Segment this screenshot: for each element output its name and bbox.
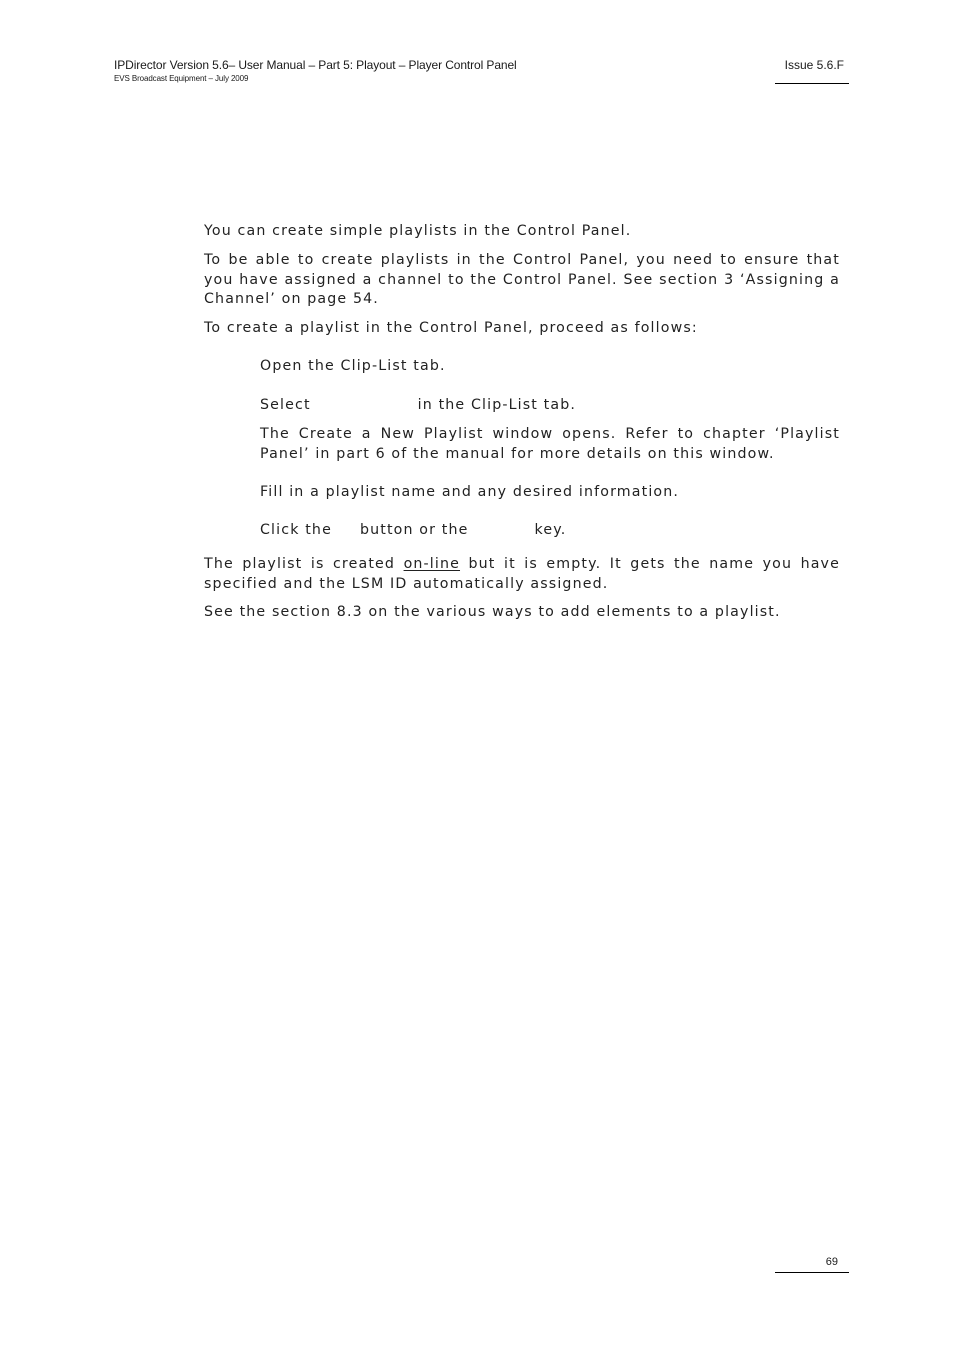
result-paragraph bbox=[204, 555, 840, 594]
document-title: IPDirector Version 5.6– User Manual – Part 5: Playout – Player Control Panel bbox=[114, 58, 517, 72]
prerequisite-paragraph: To be able to create playlists in the Control Panel, you need to ensure that you have assigned a channel to the Control Panel. See section 3 ‘Assigning a Channel’ on page 54. bbox=[204, 252, 840, 307]
step-4-text-c: key. bbox=[534, 522, 567, 538]
step-4-text-a: Click the bbox=[260, 522, 332, 538]
page-number: 69 bbox=[825, 1256, 838, 1268]
see-also-paragraph: See the section 8.3 on the various ways to add elements to a playlist. bbox=[204, 604, 781, 620]
step-2-text-b: in the Clip-List tab. bbox=[417, 397, 577, 413]
result-text-a: The playlist is created bbox=[204, 556, 396, 572]
result-text-b: but it is empty. It gets the name you have specified and the LSM ID automatically assigned. bbox=[204, 556, 840, 592]
step-2-text-a: Select bbox=[260, 397, 311, 413]
document-subtitle: EVS Broadcast Equipment – July 2009 bbox=[114, 74, 249, 83]
footer-rule bbox=[775, 1272, 849, 1273]
issue-label: Issue 5.6.F bbox=[784, 58, 844, 72]
procedure-intro: To create a playlist in the Control Panel, proceed as follows: bbox=[204, 320, 698, 336]
step-2-note: The Create a New Playlist window opens. Refer to chapter ‘Playlist Panel’ in part 6 of the manual for more details on this window. bbox=[260, 426, 840, 462]
body-content bbox=[204, 222, 840, 642]
intro-paragraph: You can create simple playlists in the Control Panel. bbox=[204, 223, 632, 239]
step-4 bbox=[260, 521, 840, 541]
step-3: Fill in a playlist name and any desired information. bbox=[260, 484, 680, 500]
step-1: Open the Clip-List tab. bbox=[260, 358, 446, 374]
online-term: on-line bbox=[403, 556, 461, 572]
step-2 bbox=[260, 396, 840, 416]
step-4-text-b: button or the bbox=[359, 522, 469, 538]
header-rule bbox=[775, 83, 849, 84]
